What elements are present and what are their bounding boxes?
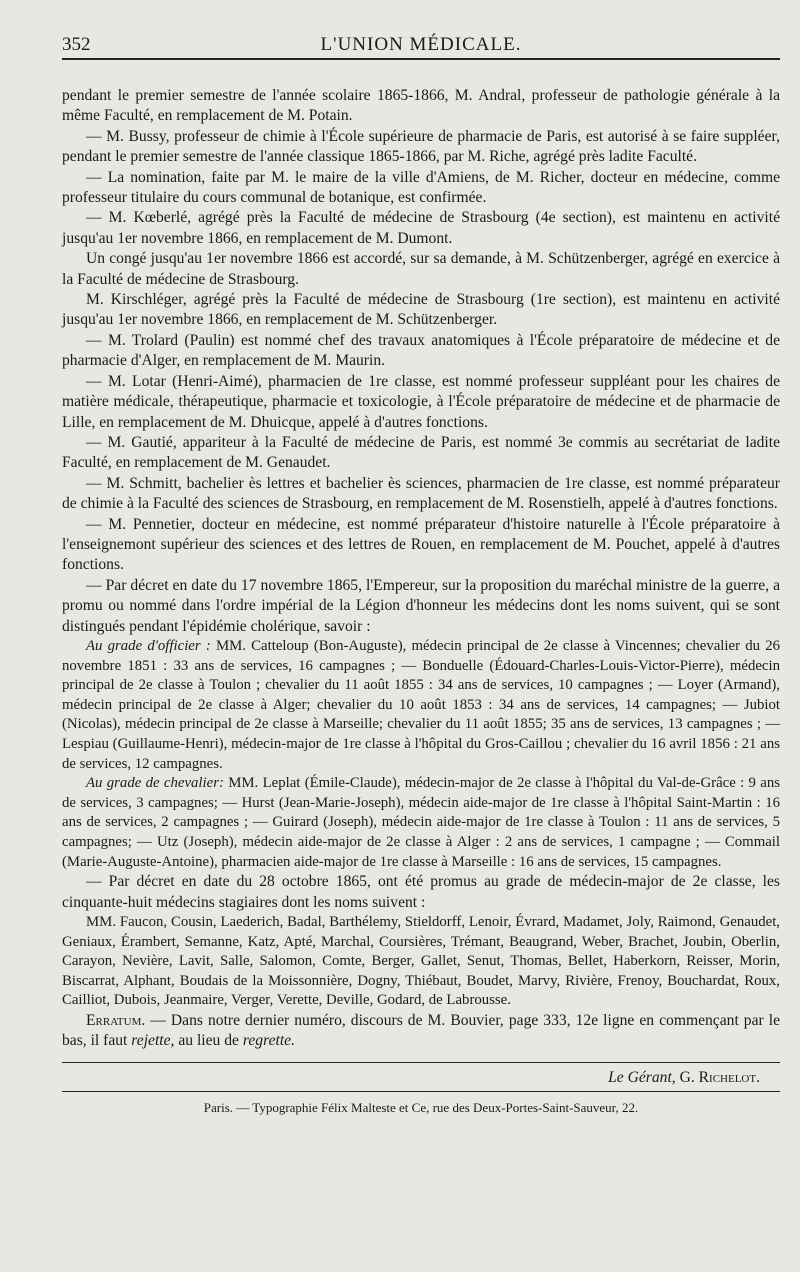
paragraph-9: — M. Gautié, appariteur à la Faculté de médecine de Paris, est nommé 3e commis au secrétariat de ladite Faculté, en remplacement de M. Genaudet. [62, 433, 780, 472]
footer-rule-bottom [62, 1091, 780, 1092]
erratum-wrong-word: regrette. [242, 1032, 295, 1050]
paragraph-8: — M. Lotar (Henri-Aimé), pharmacien de 1re classe, est nommé professeur suppléant pour les chaires de matière médicale, thérapeutique, pharmacie et toxicologie, à l'École préparatoire de médecine et de pharmacie de Lille, en remplacement de M. Dhuicque, appelé à d'autres fonctions. [62, 372, 780, 431]
erratum-label: Erratum. [86, 1011, 146, 1029]
paragraph-3: — La nomination, faite par M. le maire de la ville d'Amiens, de M. Richer, docteur en médecine, comme professeur titulaire du cours communal de botanique, est confirmée. [62, 168, 780, 207]
journal-title: L'UNION MÉDICALE. [320, 34, 522, 55]
footer-rule [62, 1062, 780, 1063]
page-number: 352 [62, 34, 91, 55]
chevalier-text: MM. Leplat (Émile-Claude), médecin-major de 2e classe à l'hôpital du Val-de-Grâce : 9 ans de services, 3 campagnes; — Hurst (Jean-Marie-Joseph), médecin aide-major de 1re classe à l'hôpital Saint-Martin : 16 ans de services, 2 campagnes ; — Guirard (Joseph), médecin aide-major de 1re classe à Toulon : 11 ans de services, 5 campagnes; — Utz (Joseph), médecin aide-major de 2e classe à Alger : 2 ans de services, 1 campagne ; — Commail (Marie-Auguste-Antoine), pharmacien aide-major de 1re classe à Marseille : 16 ans de services, 15 campagnes. [62, 775, 781, 870]
erratum-text-before: — Dans notre dernier numéro, discours de M. Bouvier, page 333, 12e ligne en commençant par le bas, il faut [62, 1011, 780, 1050]
paragraph-7: — M. Trolard (Paulin) est nommé chef des travaux anatomiques à l'École préparatoire de médecine et de pharmacie d'Alger, en remplacement de M. Maurin. [62, 331, 780, 370]
chevalier-list [62, 774, 780, 872]
paragraph-6: M. Kirschléger, agrégé près la Faculté de médecine de Strasbourg (1re section), est maintenu en activité jusqu'au 1er novembre 1866, en remplacement de M. Schützenberger. [62, 291, 780, 329]
chevalier-lead: Au grade de chevalier: [86, 775, 224, 792]
printer-imprint: Paris. — Typographie Félix Malteste et Ce, rue des Deux-Portes-Saint-Sauveur, 22. [203, 1099, 639, 1115]
signature-role: Le Gérant, [608, 1068, 676, 1086]
signature-name: G. Richelot. [675, 1068, 760, 1086]
erratum-text-middle: au lieu de [174, 1032, 243, 1050]
paragraph-12: — Par décret en date du 17 novembre 1865, l'Empereur, sur la proposition du maréchal ministre de la guerre, a promu ou nommé dans l'ordre impérial de la Légion d'honneur les médecins dont les noms suivent, qui se sont distingués pendant l'épidémie cholérique, savoir : [62, 576, 780, 635]
paragraph-2: — M. Bussy, professeur de chimie à l'École supérieure de pharmacie de Paris, est autorisé à se faire suppléer, pendant le premier semestre de l'année classique 1865-1866, par M. Riche, agrégé près ladite Faculté. [62, 127, 780, 166]
decret-paragraph: — Par décret en date du 28 octobre 1865, ont été promus au grade de médecin-major de 2e classe, les cinquante-huit médecins stagiaires dont les noms suivent : [62, 873, 780, 911]
paragraph-5: Un congé jusqu'au 1er novembre 1866 est accordé, sur sa demande, à M. Schützenberger, agrégé en exercice à la Faculté de médecine de Strasbourg. [62, 250, 780, 288]
paragraph-10: — M. Schmitt, bachelier ès lettres et bachelier ès sciences, pharmacien de 1re classe, est nommé préparateur de chimie à la Faculté des sciences de Strasbourg, en remplacement de M. Rosenstielh, appelé à d'autres fonctions. [62, 474, 780, 513]
names-list: MM. Faucon, Cousin, Laederich, Badal, Barthélemy, Stieldorff, Lenoir, Évrard, Madamet, Joly, Raimond, Genaudet, Geniaux, Érambert, Semanne, Katz, Apté, Marchal, Coursières, Trémant, Beaugrand, Weber, Brachet, Joubin, Oberlin, Carayon, Nevière, Lavit, Salle, Salomon, Comte, Berger, Gallet, Senut, Thomas, Bellet, Haberkorn, Reisser, Morin, Biscarrat, Alphant, Boudais de la Moissonnière, Dogny, Thiébaut, Boudet, Marvy, Rivière, Frenoy, Bouchardat, Roux, Cailliot, Dubois, Jeanmaire, Verger, Verette, Deville, Godard, de Labrousse. [62, 913, 780, 1009]
officier-lead: Au grade d'officier : [86, 637, 211, 654]
page-header [62, 28, 780, 60]
paragraph-1: pendant le premier semestre de l'année scolaire 1865-1866, M. Andral, professeur de pathologie générale à la même Faculté, en remplacement de M. Potain. [62, 87, 780, 125]
paragraph-4: — M. Kœberlé, agrégé près la Faculté de médecine de Strasbourg (4e section), est maintenu en activité jusqu'au 1er novembre 1866, en remplacement de M. Dumont. [62, 209, 780, 247]
erratum-correct-word: rejette, [131, 1032, 175, 1050]
officier-list [62, 637, 780, 774]
signature [62, 1069, 780, 1087]
officier-text: MM. Catteloup (Bon-Auguste), médecin principal de 2e classe à Vincennes; chevalier du 26 novembre 1851 : 33 ans de services, 16 campagnes ; — Bonduelle (Édouard-Charles-Louis-Victor-Pierre), médecin principal de 2e classe à Toulon ; chevalier du 11 août 1855 : 34 ans de services, 10 campagnes ; — Loyer (Armand), médecin principal de 2e classe à Alger; chevalier du 10 août 1853 : 34 ans de services, 14 campagnes; — Jubiot (Nicolas), médecin principal de 2e classe à Marseille; chevalier du 11 août 1855; 35 ans de services, 13 campagnes ; — Lespiau (Guillaume-Henri), médecin-major de 1re classe à l'hôpital du Gros-Caillou ; chevalier du 16 avril 1856 : 21 ans de services, 12 campagnes. [62, 637, 780, 772]
erratum [62, 1011, 780, 1052]
paragraph-11: — M. Pennetier, docteur en médecine, est nommé préparateur d'histoire naturelle à l'École préparatoire à l'enseignemont supérieur des sciences et des lettres de Rouen, en remplacement de M. Pouchet, appelé à d'autres fonctions. [62, 515, 780, 574]
article-body [62, 86, 780, 1052]
